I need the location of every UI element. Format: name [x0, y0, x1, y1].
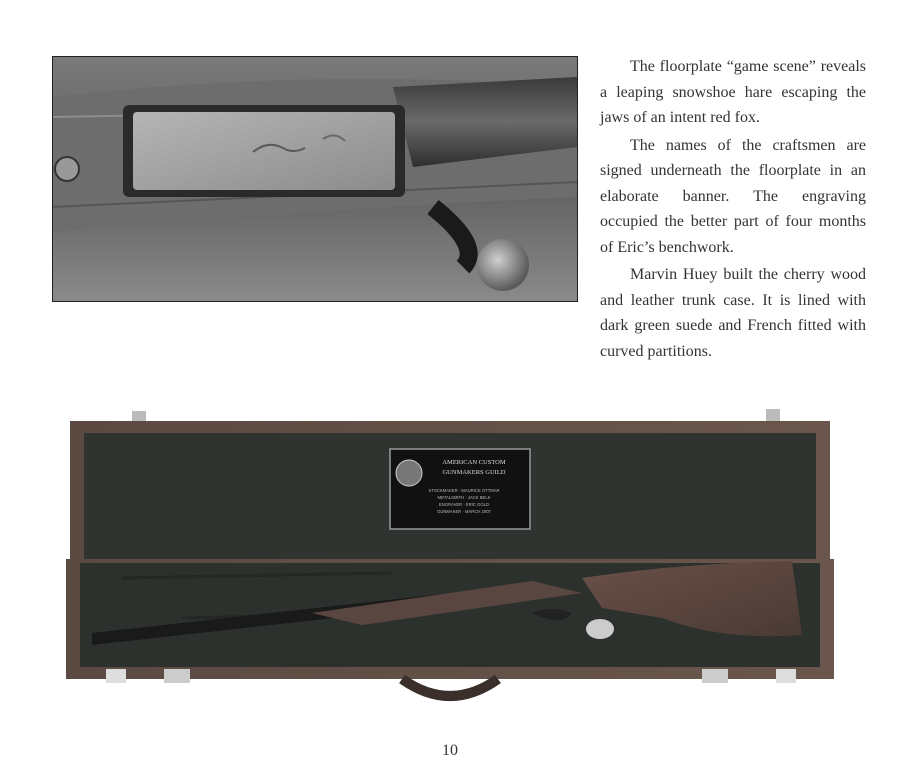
plaque-line-2: GUNMAKERS GUILD — [442, 469, 506, 476]
plaque-line-6: GUNMAKER · MARCH 2007 — [437, 509, 491, 514]
paragraph-game-scene: The floorplate “game scene” reveals a leaping snowshoe hare escaping the jaws of an intent red fox. — [600, 58, 866, 126]
page-number: 10 — [442, 742, 458, 759]
plaque-line-1: AMERICAN CUSTOM — [442, 459, 506, 466]
paragraph-craftsmen: The names of the craftsmen are signed underneath the floorplate in an elaborate banner. The engraving occupied the better part of four months of Eric’s benchwork. — [600, 136, 866, 256]
body-text — [600, 54, 866, 366]
paragraph-trunk-case: Marvin Huey built the cherry wood and leather trunk case. It is lined with dark green suede and French fitted with curved partitions. — [600, 266, 866, 360]
plaque-line-4: METALSMITH · JACK BELK — [437, 495, 491, 500]
plaque-line-3: STOCKMAKER · MAURICE OTTMAR — [428, 488, 500, 493]
plaque-line-5: ENGRAVER · ERIC GOLD — [439, 502, 489, 507]
floorplate-photo — [52, 56, 578, 302]
trunk-case-photo — [62, 403, 839, 719]
